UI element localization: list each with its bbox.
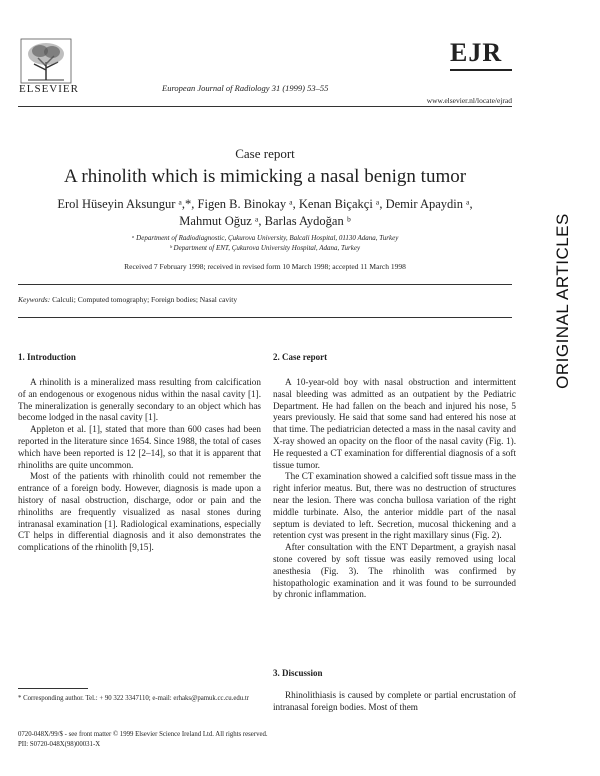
elsevier-tree-logo <box>18 36 74 86</box>
corresponding-author-note: * Corresponding author. Tel.: + 90 322 3347110; e-mail: erhaks@pamuk.cc.cu.edu.tr <box>18 695 250 702</box>
keywords-label: Keywords: <box>18 295 51 304</box>
pii-line: PII: S0720-048X(98)00031-X <box>18 741 101 748</box>
intro-body <box>18 377 261 554</box>
discussion-body <box>273 690 516 714</box>
authors-line-1: Erol Hüseyin Aksungur ᵃ,*, Figen B. Binokay ᵃ, Kenan Biçakçi ᵃ, Demir Apaydin ᵃ, <box>57 197 473 211</box>
case-heading: 2. Case report <box>273 352 328 362</box>
intro-paragraph: A rhinolith is a mineralized mass resulting from calcification of an endogenous or exogenous nidus within the nasal cavity [1]. The mineralization is generally secondary to an object which has become lodged in the nasal cavity [1]. <box>18 377 261 423</box>
section-side-tab <box>526 213 600 389</box>
case-paragraph: A 10-year-old boy with nasal obstruction and intermittent nasal bleeding was admitted as an outpatient by the Pediatric Department. He had fallen on the beach and injured his nose, 5 years previously. He said that some sand had entered his nose at that time. The pediatrician detected a mass in the nasal cavity and X-ray showed an opacity on the floor of the nasal cavity (Fig. 1). He requested a CT examination for differential diagnosis of a soft tissue tumor. <box>273 377 516 470</box>
received-dates: Received 7 February 1998; received in revised form 10 March 1998; accepted 11 March 1998 <box>124 262 406 271</box>
keywords-bottom-divider <box>18 317 512 318</box>
issn-line: 0720-048X/99/$ - see front matter © 1999 Elsevier Science Ireland Ltd. All rights reserved. <box>18 731 268 738</box>
intro-paragraph: Most of the patients with rhinolith could not remember the entrance of a foreign body. However, diagnosis is made upon a history of nasal obstruction, discharge, odor or pain and the rhinoliths are frequently visualized as nasal stones during intranasal examination [1]. Radiological examinations, especially CT helps in differential diagnosis and it also demonstrates the complications of the rhinolith [9,15]. <box>18 471 261 553</box>
case-paragraph: The CT examination showed a calcified soft tissue mass in the right inferior meatus. But, there was no destruction of structures near the lesion. There was concha bullosa variation of the right middle turbinate. Also, the anterior middle part of the nasal septum is deviated to left. Secretion, mucosal thickening and a retention cyst was present in the right maxillary sinus (Fig. 2). <box>273 471 516 541</box>
case-paragraph: After consultation with the ENT Department, a grayish nasal stone covered by soft tissue was easily removed using local anesthesia (Fig. 3). The rhinolith was confirmed by histopathologic examination and it was found to be surrounded by chronic inflammation. <box>273 542 516 600</box>
side-tab-label: ORIGINAL ARTICLES <box>553 213 573 389</box>
discussion-heading: 3. Discussion <box>273 668 323 678</box>
article-type: Case report <box>235 146 295 161</box>
author-list <box>24 196 506 230</box>
journal-url[interactable]: www.elsevier.nl/locate/ejrad <box>426 96 512 105</box>
copyright-block <box>18 730 518 750</box>
journal-logo-rule <box>450 69 512 71</box>
authors-line-2: Mahmut Oğuz ᵃ, Barlas Aydoğan ᵇ <box>179 214 351 228</box>
article-title: A rhinolith which is mimicking a nasal benign tumor <box>63 166 467 187</box>
footnote-divider <box>18 688 88 689</box>
journal-logo-text: EJR <box>450 38 503 67</box>
header-divider <box>18 106 512 107</box>
intro-heading: 1. Introduction <box>18 352 76 362</box>
publisher-name: ELSEVIER <box>19 83 79 95</box>
discussion-paragraph: Rhinolithiasis is caused by complete or partial encrustation of intranasal foreign bodies. Most of them <box>273 690 516 712</box>
keywords <box>18 295 237 304</box>
affiliations <box>24 233 506 253</box>
affiliation-b: ᵇ Department of ENT, Çukurova University Hospital, Adana, Turkey <box>169 244 361 252</box>
journal-citation: European Journal of Radiology 31 (1999) 53–55 <box>162 83 329 93</box>
keywords-list: Calculi; Computed tomography; Foreign bodies; Nasal cavity <box>52 295 238 304</box>
journal-logo <box>450 38 508 74</box>
keywords-top-divider <box>18 284 512 285</box>
intro-paragraph: Appleton et al. [1], stated that more than 600 cases had been reported in the literature since 1654. Since 1988, the total of cases which have been reported is 12 [2–14], so that it is apparent that rhinoliths are quite uncommon. <box>18 424 261 470</box>
affiliation-a: ᵃ Department of Radiodiagnostic, Çukurova University, Balcali Hospital, 01130 Adana, Turkey <box>131 234 399 242</box>
case-body <box>273 377 516 601</box>
